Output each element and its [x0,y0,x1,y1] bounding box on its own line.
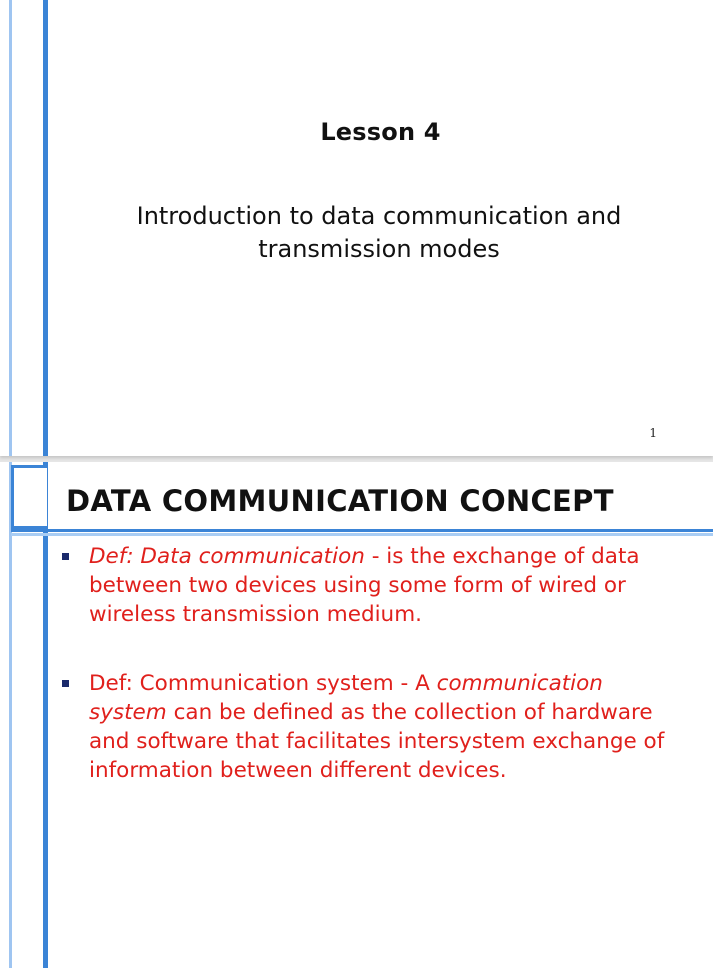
definition-list [62,542,682,785]
definition-label: Def: Data communication [89,544,365,569]
definition-label: Def: Communication system - A [89,671,437,696]
square-bullet-icon [62,553,69,560]
subtitle-line-1: Introduction to data communication and [136,202,622,230]
left-thick-rule [43,0,48,456]
slide-1 [0,0,713,456]
square-bullet-icon [62,680,69,687]
heading-underline-dark [11,529,713,532]
slide-subtitle [100,200,658,266]
slide-2 [0,462,713,968]
left-thick-rule [43,462,48,968]
list-item [62,669,682,785]
subtitle-line-2: transmission modes [258,235,500,263]
definition-text: - is the exchange of data between two devices using some form of wired or wireless transmission medium. [89,544,640,627]
page-number: 1 [649,426,657,440]
definition-term: communication system [89,671,603,725]
left-thin-rule [9,0,12,456]
definition-text: can be defined as the collection of hardware and software that facilitates intersystem exchange of information between different devices. [89,700,665,783]
heading-box-frame [11,465,47,529]
slide-title: Lesson 4 [320,118,441,146]
left-thin-rule [9,462,12,968]
list-item [62,542,682,629]
slide-heading: DATA COMMUNICATION CONCEPT [66,484,614,518]
heading-underline-light [11,533,713,536]
